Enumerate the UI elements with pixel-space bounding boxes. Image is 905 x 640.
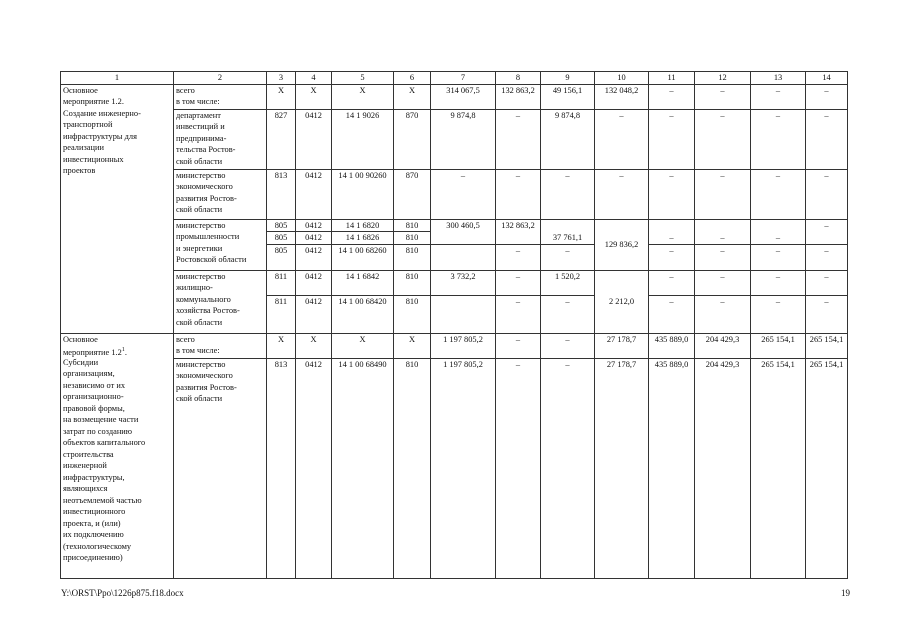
cell: X [267, 333, 296, 358]
cell: – [496, 295, 541, 333]
col-header: 14 [806, 72, 848, 85]
cell: – [496, 270, 541, 295]
cell: 14 1 6826 [332, 232, 394, 245]
cell: 813 [267, 358, 296, 578]
cell: – [695, 244, 751, 270]
cell: – [541, 295, 595, 333]
cell: 1 197 805,2 [431, 358, 496, 578]
cell: 3 732,2 [431, 270, 496, 295]
cell: – [806, 84, 848, 109]
row-label: всего в том числе: [174, 84, 267, 109]
cell: – [649, 270, 695, 295]
cell: 14 1 9026 [332, 109, 394, 169]
cell: 132 863,2 [496, 84, 541, 109]
cell: – [806, 109, 848, 169]
col-header: 11 [649, 72, 695, 85]
cell: 265 154,1 [806, 333, 848, 358]
cell: – [751, 295, 806, 333]
cell: 810 [394, 219, 431, 232]
cell: – [806, 295, 848, 333]
cell: 314 067,5 [431, 84, 496, 109]
cell: 805 [267, 244, 296, 270]
cell: – [806, 244, 848, 270]
cell: 0412 [296, 109, 332, 169]
cell: 810 [394, 358, 431, 578]
cell: – [751, 270, 806, 295]
cell: – [751, 169, 806, 219]
cell: X [394, 84, 431, 109]
cell: X [296, 84, 332, 109]
col-header: 5 [332, 72, 394, 85]
cell: 27 178,7 [595, 333, 649, 358]
cell: – [695, 219, 751, 244]
cell: – [496, 169, 541, 219]
cell: – [496, 244, 541, 270]
cell: X [296, 333, 332, 358]
cell: 2 212,0 [595, 270, 649, 333]
cell: 300 460,5 [431, 219, 496, 244]
col-header: 10 [595, 72, 649, 85]
col-header: 4 [296, 72, 332, 85]
cell: 0412 [296, 232, 332, 245]
cell: – [695, 295, 751, 333]
cell: 811 [267, 270, 296, 295]
col-header: 6 [394, 72, 431, 85]
table-row [61, 270, 848, 295]
measure-1-2-name: Основное мероприятие 1.2. Создание инженерно- транспортной инфраструктуры для реализации инвестиционных проектов [61, 84, 174, 333]
col-header: 2 [174, 72, 267, 85]
cell: 0412 [296, 219, 332, 232]
cell: 14 1 6820 [332, 219, 394, 232]
cell: – [695, 270, 751, 295]
cell: – [751, 109, 806, 169]
cell: 265 154,1 [751, 333, 806, 358]
cell: 810 [394, 232, 431, 245]
cell: – [806, 169, 848, 219]
table-row [61, 219, 848, 232]
cell: 27 178,7 [595, 358, 649, 578]
cell: 132 048,2 [595, 84, 649, 109]
cell: 132 863,2 [496, 219, 541, 244]
cell: 827 [267, 109, 296, 169]
measure-1-2-1-name: Основное мероприятие $1.2^1$. Субсидии организациям, независимо от их организационно- правовой формы, на возмещение части затрат по созданию объектов капитального строительства инженерной инфраструктуры, являющихся неотъемлемой частью инвестиционного проекта, и (или) их подключению (технологическому присоединению) [61, 333, 174, 578]
cell: – [541, 169, 595, 219]
page-number: 19 [841, 588, 850, 598]
row-label: министерство жилищно- коммунального хозяйства Ростов- ской области [174, 270, 267, 333]
table-row [61, 84, 848, 109]
cell: 14 1 6842 [332, 270, 394, 295]
cell: 14 1 00 68260 [332, 244, 394, 270]
cell: 1 520,2 [541, 270, 595, 295]
cell: – [806, 270, 848, 295]
cell: 870 [394, 169, 431, 219]
cell: 0412 [296, 244, 332, 270]
cell: 129 836,2 [595, 219, 649, 270]
cell: 265 154,1 [806, 358, 848, 578]
col-header: 9 [541, 72, 595, 85]
cell: 813 [267, 169, 296, 219]
row-label: министерство экономического развития Ростов- ской области [174, 169, 267, 219]
row-label: всего в том числе: [174, 333, 267, 358]
cell: 805 [267, 232, 296, 245]
cell: – [595, 109, 649, 169]
cell: 0412 [296, 270, 332, 295]
cell: 1 197 805,2 [431, 333, 496, 358]
cell: 37 761,1 [541, 219, 595, 244]
cell: 0412 [296, 295, 332, 333]
cell: – [695, 169, 751, 219]
cell: – [595, 169, 649, 219]
cell: 810 [394, 295, 431, 333]
cell: – [431, 169, 496, 219]
cell: – [649, 169, 695, 219]
row-label: министерство промышленности и энергетики Ростовской области [174, 219, 267, 270]
cell: 811 [267, 295, 296, 333]
cell: – [806, 219, 848, 244]
cell: 0412 [296, 358, 332, 578]
cell: – [751, 84, 806, 109]
cell: 810 [394, 270, 431, 295]
header-row [61, 72, 848, 85]
cell: – [541, 333, 595, 358]
col-header: 8 [496, 72, 541, 85]
cell: – [649, 219, 695, 244]
cell: – [541, 244, 595, 270]
table-row [61, 109, 848, 169]
table-row [61, 169, 848, 219]
cell [431, 295, 496, 333]
cell: – [649, 295, 695, 333]
cell: 9 874,8 [541, 109, 595, 169]
cell: 435 889,0 [649, 333, 695, 358]
table-row [61, 358, 848, 578]
cell: – [751, 219, 806, 244]
cell: – [649, 109, 695, 169]
cell: 14 1 00 68420 [332, 295, 394, 333]
cell: 810 [394, 244, 431, 270]
cell: 265 154,1 [751, 358, 806, 578]
col-header: 12 [695, 72, 751, 85]
cell: 204 429,3 [695, 358, 751, 578]
cell: – [751, 244, 806, 270]
cell: X [394, 333, 431, 358]
cell: – [695, 84, 751, 109]
cell: 870 [394, 109, 431, 169]
cell: X [332, 84, 394, 109]
cell: 14 1 00 90260 [332, 169, 394, 219]
cell: 204 429,3 [695, 333, 751, 358]
cell: 9 874,8 [431, 109, 496, 169]
table-row [61, 333, 848, 358]
cell: 0412 [296, 169, 332, 219]
col-header: 13 [751, 72, 806, 85]
col-header: 3 [267, 72, 296, 85]
cell [431, 244, 496, 270]
footer-file-path: Y:\ORST\Ppo\1226p875.f18.docx [61, 588, 184, 598]
cell: X [267, 84, 296, 109]
cell: – [496, 358, 541, 578]
row-label: министерство экономического развития Ростов- ской области [174, 358, 267, 578]
cell: – [496, 109, 541, 169]
cell: – [649, 244, 695, 270]
cell: 435 889,0 [649, 358, 695, 578]
cell: 49 156,1 [541, 84, 595, 109]
cell: – [541, 358, 595, 578]
row-label: департамент инвестиций и предпринима- тельства Ростов- ской области [174, 109, 267, 169]
cell: – [695, 109, 751, 169]
col-header: 1 [61, 72, 174, 85]
cell: 805 [267, 219, 296, 232]
cell: X [332, 333, 394, 358]
cell: – [649, 84, 695, 109]
col-header: 7 [431, 72, 496, 85]
cell: – [496, 333, 541, 358]
budget-table [60, 71, 848, 579]
cell: 14 1 00 68490 [332, 358, 394, 578]
